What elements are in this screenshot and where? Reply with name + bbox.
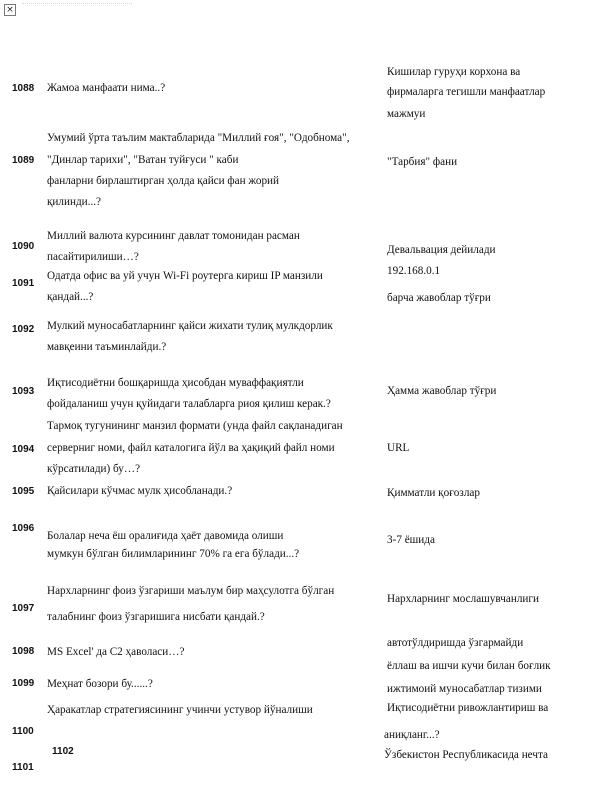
question-number: 1090 (12, 241, 35, 252)
question-number: 1097 (12, 603, 35, 614)
question-text: Иқтисодиётни бошқаришда ҳисобдан муваффақиятли (47, 377, 304, 389)
answer-text: 192.168.0.1 (387, 265, 441, 277)
question-text: қандай...? (47, 291, 94, 303)
question-text: "Динлар тарихи", "Ватан туйғуси " каби (47, 154, 239, 166)
answer-text: барча жавоблар тўғри (387, 292, 491, 304)
question-text: MS Excel' да C2 ҳаволаси…? (47, 646, 185, 658)
answer-text: автотўлдиришда ўзгармайди (387, 637, 524, 649)
question-text: Нархларнинг фоиз ўзгариши маълум бир маҳсулотга бўлган (47, 585, 335, 597)
question-number: 1092 (12, 324, 35, 335)
question-text: кўрсатилади) бу…? (47, 463, 141, 475)
answer-text: аниқланг...? (384, 729, 440, 741)
question-text: Қайсилари кўчмас мулк ҳисобланади.? (47, 485, 233, 497)
question-number: 1099 (12, 678, 35, 689)
question-number: 1100 (12, 726, 34, 737)
answer-text: "Тарбия" фани (387, 156, 458, 168)
question-text: Мулкий муносабатларнинг қайси жихати тулиқ мулкдорлик (47, 320, 333, 332)
question-text: Ҳаракатлар стратегиясининг учинчи устувор йўналиши (47, 704, 313, 716)
answer-text: Ўзбекистон Республикасида нечта (384, 749, 548, 761)
answer-text: Қимматли қоғозлар (387, 487, 480, 499)
question-number: 1096 (12, 523, 35, 534)
question-text: мумкун бўлган билимларининг 70% га ега бўлади...? (47, 548, 300, 560)
question-text: Жамоа манфаати нима..? (47, 82, 166, 94)
answer-text: 3-7 ёшида (387, 534, 435, 546)
answer-text: Девальвация дейилади (387, 244, 496, 256)
question-text: Одатда офис ва уй учун Wi-Fi роутерга кириш IP манзили (47, 270, 323, 282)
answer-text: URL (387, 442, 410, 454)
question-text: Тармоқ тугунининг манзил формати (унда файл сақланадиган (47, 420, 343, 432)
question-text: талабнинг фоиз ўзгаришига нисбати қандай.? (47, 611, 265, 623)
question-number: 1094 (12, 444, 35, 455)
answer-text: фирмаларга тегишли манфаатлар (387, 86, 546, 98)
question-text: фойдаланиш учун қуйидаги талабларга риоя қилиш керак.? (47, 398, 331, 410)
question-number: 1089 (12, 155, 35, 166)
answer-text: ёллаш ва ишчи кучи билан боғлик (387, 660, 551, 672)
question-number: 1101 (12, 762, 34, 773)
close-icon[interactable]: × (4, 4, 16, 16)
question-text: Миллий валюта курсининг давлат томонидан расман (47, 230, 300, 242)
question-text: серверниг номи, файл каталогига йўл ва ҳақиқий файл номи (47, 442, 335, 454)
question-number: 1098 (12, 646, 35, 657)
answer-text: Иқтисодиётни ривожлантириш ва (387, 702, 549, 714)
question-text: Меҳнат бозори бу......? (47, 678, 153, 690)
question-number: 1095 (12, 486, 35, 497)
answer-text: ижтимоий муносабатлар тизими (387, 683, 542, 695)
question-text: пасайтирилиши…? (47, 251, 139, 263)
question-number: 1093 (12, 386, 35, 397)
question-number: 1088 (12, 83, 35, 94)
answer-text: Нархларнинг мослашувчанлиги (387, 593, 539, 605)
question-text: Болалар неча ёш оралиғида ҳаёт давомида олиши (47, 530, 284, 542)
question-text: Умумий ўрта таълим мактабларида "Миллий ғоя", "Одобнома", (47, 132, 350, 144)
answer-text: мажмуи (387, 108, 426, 120)
question-text: фанларни бирлаштирган ҳолда қайси фан жорий (47, 175, 280, 187)
answer-text: Кишилар гуруҳи корхона ва (387, 66, 521, 78)
question-text: мавқеини таъминлайди.? (47, 341, 167, 353)
answer-text: Ҳамма жавоблар тўғри (387, 385, 497, 397)
page-number: 1102 (52, 746, 74, 757)
header-rule (22, 3, 132, 7)
question-number: 1091 (12, 278, 35, 289)
question-text: қилинди...? (47, 196, 102, 208)
